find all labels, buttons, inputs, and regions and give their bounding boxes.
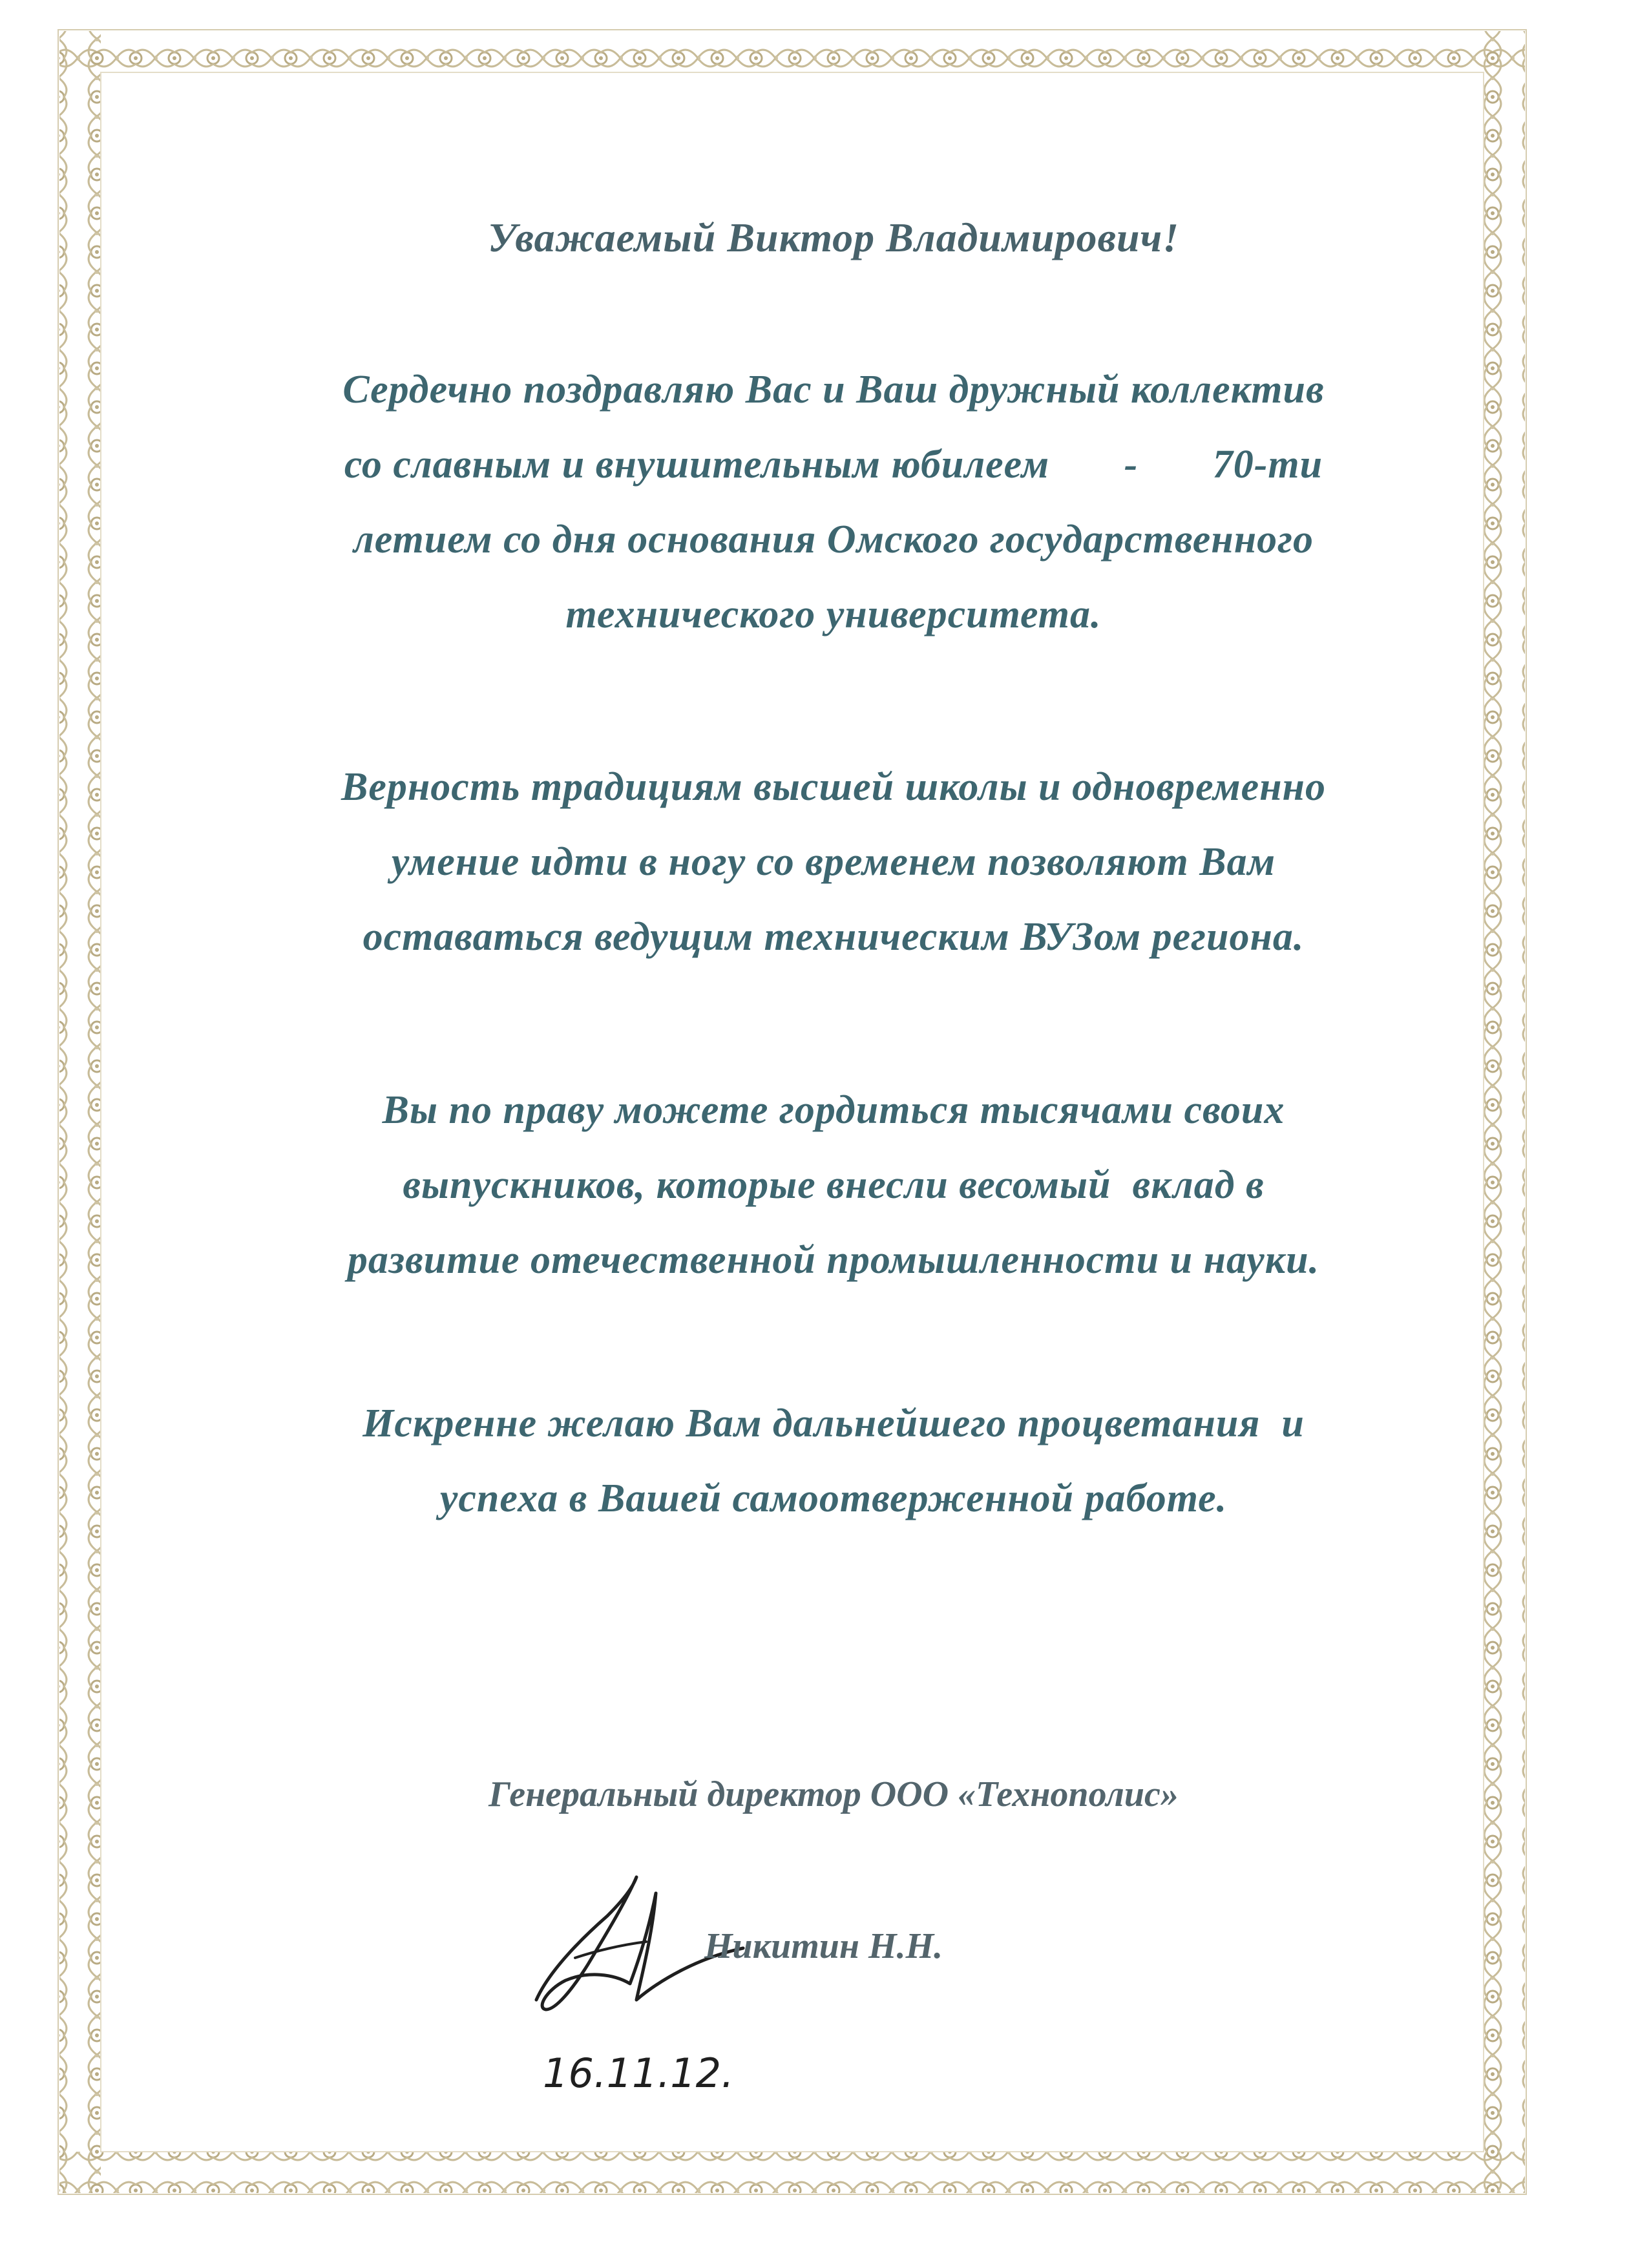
paragraph-congratulation xyxy=(194,352,1473,652)
text-line: оставаться ведущим техническим ВУЗом региона. xyxy=(362,915,1305,959)
text-line: выпускников, которые внесли весомый вклад в xyxy=(403,1163,1265,1207)
handwritten-date: 16.11.12. xyxy=(543,2050,734,2097)
paragraph-wishes xyxy=(194,1386,1473,1536)
text-line: Сердечно поздравляю Вас и Ваш дружный коллектив xyxy=(342,368,1325,412)
text-line: развитие отечественной промышленности и науки. xyxy=(347,1238,1320,1282)
text-line: умение идти в ногу со временем позволяют Вам xyxy=(391,840,1276,884)
text-line: Вы по праву можете гордиться тысячами своих xyxy=(382,1088,1285,1132)
text-line: летием со дня основания Омского государственного xyxy=(353,518,1314,562)
text-line: технического университета. xyxy=(565,593,1102,636)
text-line: со славным и внушительным юбилеем - 70-ти xyxy=(344,443,1323,487)
text-line: Искренне желаю Вам дальнейшего процветания и xyxy=(362,1402,1305,1445)
salutation: Уважаемый Виктор Владимирович! xyxy=(487,215,1180,260)
handwritten-signature xyxy=(510,1861,782,2106)
paragraph-graduates xyxy=(194,1073,1473,1297)
paragraph-traditions xyxy=(194,750,1473,974)
text-line: успеха в Вашей самоотверженной работе. xyxy=(439,1476,1228,1520)
text-line: Верность традициям высшей школы и одновременно xyxy=(341,765,1326,809)
signer-title: Генеральный директор ООО «Технополис» xyxy=(488,1774,1179,1814)
signer-name: Никитин Н.Н. xyxy=(704,1926,943,1966)
